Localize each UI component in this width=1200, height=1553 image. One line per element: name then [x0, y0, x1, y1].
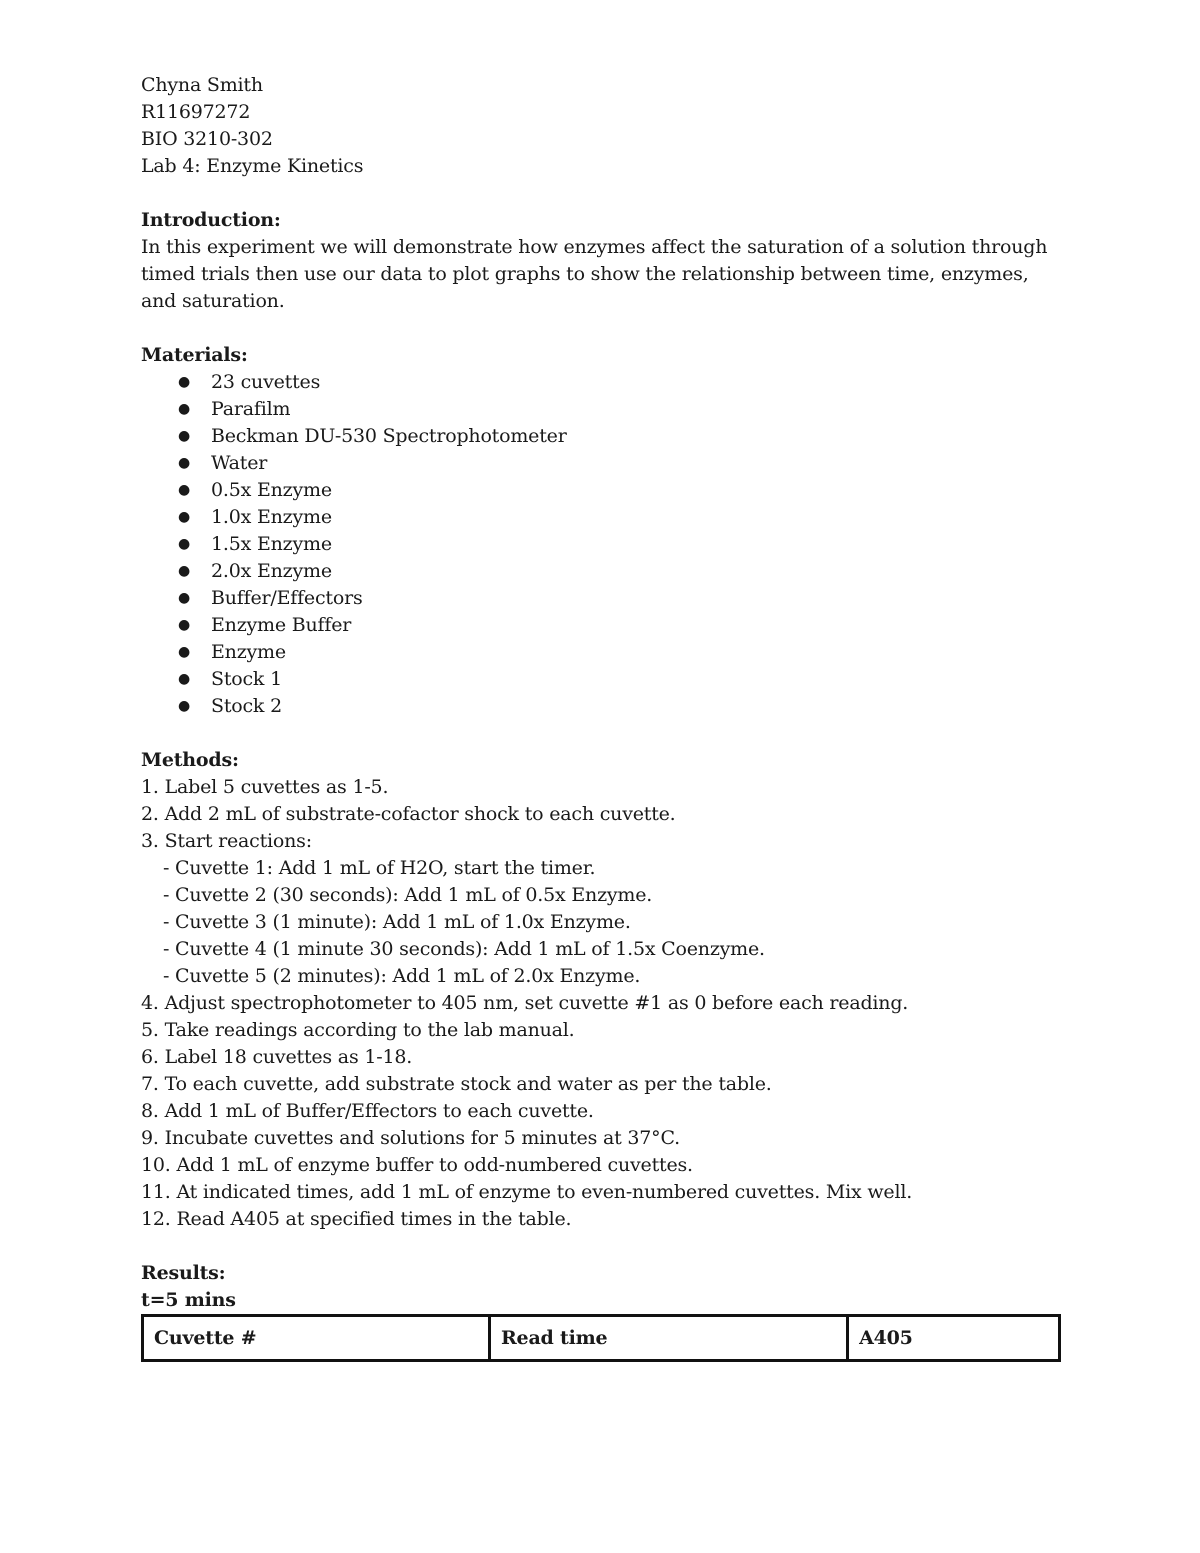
list-item — [141, 585, 1061, 612]
bullet-icon: ● — [178, 536, 191, 552]
spacer — [141, 720, 1061, 747]
list-item-label: Beckman DU-530 Spectrophotometer — [211, 425, 567, 447]
methods-heading: Methods: — [141, 749, 239, 771]
list-item — [141, 369, 1061, 396]
results-heading: Results: — [141, 1262, 226, 1284]
method-step: - Cuvette 4 (1 minute 30 seconds): Add 1 mL of 1.5x Coenzyme. — [163, 938, 765, 960]
introduction-text: In this experiment we will demonstrate how enzymes affect the saturation of a solution through timed trials then use our data to plot graphs to show the relationship between time, enzymes, and saturation. — [141, 236, 1048, 312]
method-step: - Cuvette 3 (1 minute): Add 1 mL of 1.0x Enzyme. — [163, 911, 631, 933]
bullet-icon: ● — [178, 374, 191, 390]
spacer — [141, 180, 1061, 207]
list-item-label: Enzyme — [211, 641, 286, 663]
list-item-label: Buffer/Effectors — [211, 587, 363, 609]
method-step: 1. Label 5 cuvettes as 1-5. — [141, 776, 389, 798]
method-step: 4. Adjust spectrophotometer to 405 nm, set cuvette #1 as 0 before each reading. — [141, 992, 909, 1014]
method-step: 3. Start reactions: — [141, 830, 312, 852]
method-step: 6. Label 18 cuvettes as 1-18. — [141, 1046, 413, 1068]
method-step: 12. Read A405 at specified times in the table. — [141, 1208, 572, 1230]
student-id: R11697272 — [141, 101, 251, 123]
list-item — [141, 531, 1061, 558]
bullet-icon: ● — [178, 644, 191, 660]
introduction-heading: Introduction: — [141, 209, 281, 231]
method-step: 9. Incubate cuvettes and solutions for 5 minutes at 37°C. — [141, 1127, 680, 1149]
method-step: 5. Take readings according to the lab manual. — [141, 1019, 575, 1041]
table-header-row — [143, 1316, 1060, 1361]
list-item-label: 1.0x Enzyme — [211, 506, 332, 528]
list-item-label: 23 cuvettes — [211, 371, 321, 393]
spacer — [141, 315, 1061, 342]
bullet-icon: ● — [178, 617, 191, 633]
bullet-icon: ● — [178, 482, 191, 498]
bullet-icon: ● — [178, 563, 191, 579]
list-item-label: Stock 2 — [211, 695, 282, 717]
list-item-label: Stock 1 — [211, 668, 282, 690]
list-item — [141, 558, 1061, 585]
list-item-label: 2.0x Enzyme — [211, 560, 332, 582]
bullet-icon: ● — [178, 455, 191, 471]
list-item — [141, 639, 1061, 666]
results-subheading: t=5 mins — [141, 1289, 236, 1311]
document-page — [141, 72, 1061, 1362]
bullet-icon: ● — [178, 428, 191, 444]
method-step: - Cuvette 1: Add 1 mL of H2O, start the timer. — [163, 857, 596, 879]
materials-list — [141, 369, 1061, 720]
list-item — [141, 504, 1061, 531]
table-header-cell: Read time — [489, 1316, 847, 1361]
list-item — [141, 450, 1061, 477]
list-item — [141, 693, 1061, 720]
materials-heading: Materials: — [141, 344, 248, 366]
student-name: Chyna Smith — [141, 74, 263, 96]
bullet-icon: ● — [178, 401, 191, 417]
table-header-cell: A405 — [848, 1316, 1060, 1361]
bullet-icon: ● — [178, 590, 191, 606]
list-item-label: Enzyme Buffer — [211, 614, 352, 636]
list-item — [141, 423, 1061, 450]
lab-title: Lab 4: Enzyme Kinetics — [141, 155, 364, 177]
method-step: - Cuvette 5 (2 minutes): Add 1 mL of 2.0x Enzyme. — [163, 965, 641, 987]
list-item — [141, 666, 1061, 693]
methods-list — [141, 774, 1061, 1233]
bullet-icon: ● — [178, 671, 191, 687]
table-header-cell: Cuvette # — [143, 1316, 490, 1361]
list-item-label: Parafilm — [211, 398, 291, 420]
bullet-icon: ● — [178, 698, 191, 714]
list-item-label: 1.5x Enzyme — [211, 533, 332, 555]
method-step: 11. At indicated times, add 1 mL of enzyme to even-numbered cuvettes. Mix well. — [141, 1181, 913, 1203]
spacer — [141, 1233, 1061, 1260]
method-step: 10. Add 1 mL of enzyme buffer to odd-numbered cuvettes. — [141, 1154, 693, 1176]
list-item — [141, 477, 1061, 504]
method-step: - Cuvette 2 (30 seconds): Add 1 mL of 0.5x Enzyme. — [163, 884, 653, 906]
list-item-label: 0.5x Enzyme — [211, 479, 332, 501]
list-item-label: Water — [211, 452, 268, 474]
course-code: BIO 3210-302 — [141, 128, 273, 150]
method-step: 8. Add 1 mL of Buffer/Effectors to each cuvette. — [141, 1100, 594, 1122]
list-item — [141, 612, 1061, 639]
method-step: 7. To each cuvette, add substrate stock and water as per the table. — [141, 1073, 772, 1095]
bullet-icon: ● — [178, 509, 191, 525]
method-step: 2. Add 2 mL of substrate-cofactor shock to each cuvette. — [141, 803, 676, 825]
list-item — [141, 396, 1061, 423]
results-table — [141, 1314, 1061, 1362]
